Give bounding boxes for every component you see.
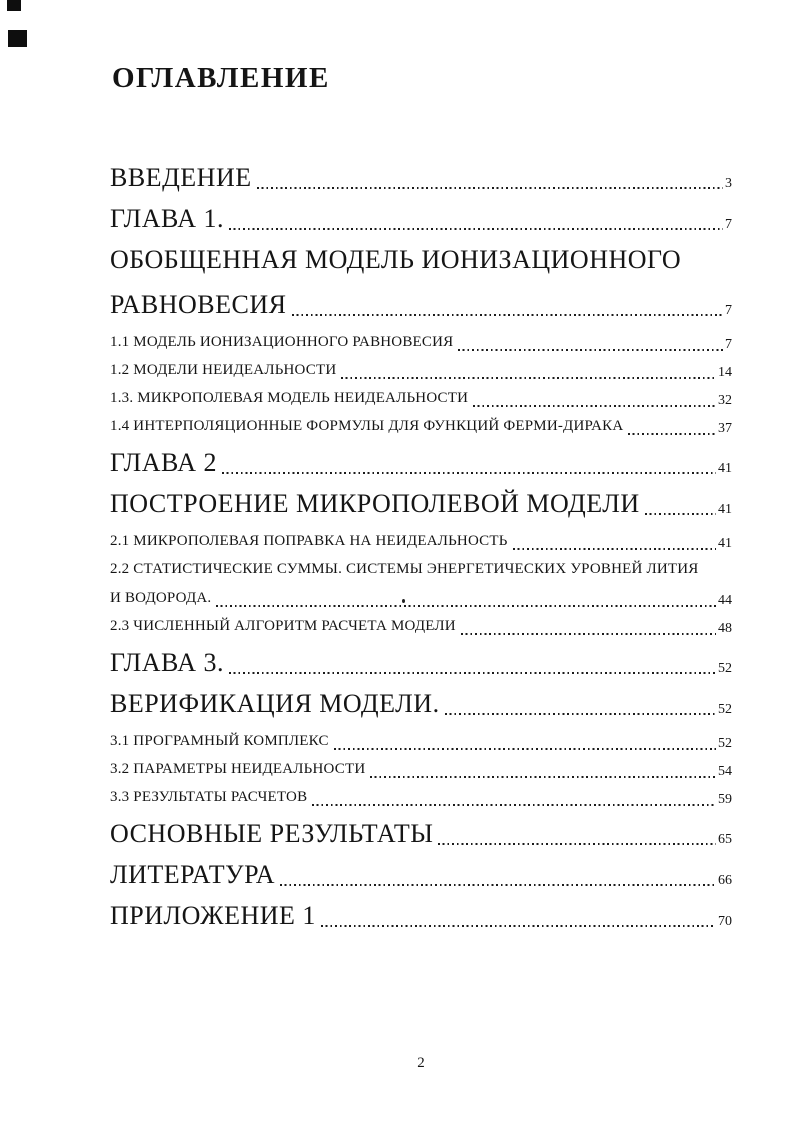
toc-list — [110, 160, 732, 934]
toc-entry-label: ГЛАВА 3. — [110, 648, 224, 677]
toc-entry-page-number: 7 — [725, 303, 732, 318]
toc-entry-label: ГЛАВА 2 — [110, 448, 217, 477]
dotted-leader — [257, 187, 723, 189]
toc-entry — [110, 727, 732, 755]
scan-artifact-mark-top — [7, 0, 21, 11]
toc-entry — [110, 201, 732, 237]
toc-entry-label: 3.3 РЕЗУЛЬТАТЫ РАСЧЕТОВ — [110, 789, 308, 805]
toc-entry-label: ГЛАВА 1. — [110, 204, 224, 233]
toc-entry-leader-line — [110, 584, 732, 612]
toc-entry-page-number: 44 — [718, 593, 732, 608]
toc-entry-page-number: 41 — [718, 461, 732, 476]
toc-entry-label: И ВОДОРОДА. — [110, 590, 212, 606]
toc-entry-leader-line — [110, 686, 732, 722]
toc-entry — [110, 857, 732, 893]
dotted-leader — [513, 548, 716, 550]
dotted-leader — [312, 804, 716, 806]
toc-entry-page-number: 7 — [725, 217, 732, 232]
toc-entry-label: 3.1 ПРОГРАМНЫЙ КОМПЛЕКС — [110, 733, 329, 749]
toc-entry — [110, 445, 732, 481]
toc-entry-label: 1.2 МОДЕЛИ НЕИДЕАЛЬНОСТИ — [110, 362, 337, 378]
toc-entry-label: ОСНОВНЫЕ РЕЗУЛЬТАТЫ — [110, 819, 434, 848]
toc-entry-page-number: 32 — [718, 393, 732, 408]
toc-entry-leader-line — [110, 816, 732, 852]
toc-entry-page-number: 41 — [718, 502, 732, 517]
scan-artifact-mark-lower — [8, 30, 27, 47]
toc-entry-page-number: 52 — [718, 702, 732, 717]
dotted-leader — [628, 433, 716, 435]
toc-entry-leader-line — [110, 898, 732, 934]
dotted-leader — [445, 713, 716, 715]
toc-entry-leader-line — [110, 445, 732, 481]
dotted-leader — [645, 513, 716, 515]
toc-entry-page-number: 52 — [718, 736, 732, 751]
dotted-leader — [458, 349, 723, 351]
toc-entry — [110, 486, 732, 522]
toc-entry — [110, 898, 732, 934]
toc-entry — [110, 412, 732, 440]
toc-entry-leader-line — [110, 527, 732, 555]
toc-entry-label: ВЕРИФИКАЦИЯ МОДЕЛИ. — [110, 689, 440, 718]
toc-entry — [110, 686, 732, 722]
toc-entry-label: 1.3. МИКРОПОЛЕВАЯ МОДЕЛЬ НЕИДЕАЛЬНОСТИ — [110, 390, 469, 406]
dotted-leader — [216, 605, 716, 607]
toc-entry-label: ЛИТЕРАТУРА — [110, 860, 275, 889]
toc-entry-page-number: 37 — [718, 421, 732, 436]
toc-entry-page-number: 66 — [718, 873, 732, 888]
toc-entry-text-line: ОБОБЩЕННАЯ МОДЕЛЬ ИОНИЗАЦИОННОГО — [110, 245, 682, 274]
toc-entry-leader-line — [110, 486, 732, 522]
toc-entry-leader-line — [110, 384, 732, 412]
toc-entry — [110, 816, 732, 852]
dotted-leader — [222, 472, 716, 474]
dotted-leader — [229, 228, 723, 230]
toc-entry — [110, 328, 732, 356]
toc-entry — [110, 755, 732, 783]
toc-entry — [110, 645, 732, 681]
toc-entry-page-number: 48 — [718, 621, 732, 636]
toc-entry-label: ПОСТРОЕНИЕ МИКРОПОЛЕВОЙ МОДЕЛИ — [110, 489, 640, 518]
toc-entry-leader-line — [110, 727, 732, 755]
toc-entry-leader-line — [110, 356, 732, 384]
toc-entry — [110, 242, 732, 323]
dotted-leader — [473, 405, 716, 407]
toc-entry-page-number: 54 — [718, 764, 732, 779]
toc-entry-page-number: 65 — [718, 832, 732, 847]
toc-entry-leader-line — [110, 160, 732, 196]
toc-entry — [110, 527, 732, 555]
toc-entry-leader-line — [110, 612, 732, 640]
toc-entry — [110, 612, 732, 640]
toc-entry-label: ПРИЛОЖЕНИЕ 1 — [110, 901, 316, 930]
toc-content — [110, 60, 732, 939]
toc-entry-leader-line — [110, 201, 732, 237]
toc-entry-label: 1.4 ИНТЕРПОЛЯЦИОННЫЕ ФОРМУЛЫ ДЛЯ ФУНКЦИЙ ФЕРМИ-ДИРАКА — [110, 418, 624, 434]
dotted-leader — [341, 377, 716, 379]
toc-entry-leader-line — [110, 783, 732, 811]
toc-entry — [110, 356, 732, 384]
toc-entry-label: 1.1 МОДЕЛЬ ИОНИЗАЦИОННОГО РАВНОВЕСИЯ — [110, 334, 454, 350]
toc-entry-label: 2.3 ЧИСЛЕННЫЙ АЛГОРИТМ РАСЧЕТА МОДЕЛИ — [110, 618, 456, 634]
dotted-leader — [292, 314, 724, 316]
toc-entry-page-number: 3 — [725, 176, 732, 191]
dotted-leader — [461, 633, 716, 635]
toc-entry-leader-line — [110, 645, 732, 681]
toc-entry-leader-line — [110, 857, 732, 893]
toc-entry — [110, 783, 732, 811]
toc-entry-page-number: 52 — [718, 661, 732, 676]
toc-entry-page-number: 41 — [718, 536, 732, 551]
dotted-leader — [438, 843, 716, 845]
toc-entry-label: РАВНОВЕСИЯ — [110, 290, 287, 319]
dotted-leader — [229, 672, 716, 674]
toc-entry — [110, 555, 732, 612]
page-title: ОГЛАВЛЕНИЕ — [112, 62, 330, 94]
toc-entry — [110, 384, 732, 412]
dotted-leader — [334, 748, 716, 750]
dotted-leader — [321, 925, 716, 927]
toc-entry-page-number: 70 — [718, 914, 732, 929]
toc-entry-page-number: 59 — [718, 792, 732, 807]
toc-entry-leader-line — [110, 287, 732, 323]
toc-entry-label: ВВЕДЕНИЕ — [110, 163, 252, 192]
dotted-leader — [280, 884, 716, 886]
toc-entry-leader-line — [110, 328, 732, 356]
toc-entry — [110, 160, 732, 196]
toc-entry-label: 3.2 ПАРАМЕТРЫ НЕИДЕАЛЬНОСТИ — [110, 761, 366, 777]
dotted-leader — [370, 776, 716, 778]
page-number: 2 — [417, 1055, 425, 1071]
toc-entry-label: 2.1 МИКРОПОЛЕВАЯ ПОПРАВКА НА НЕИДЕАЛЬНОСТЬ — [110, 533, 508, 549]
toc-entry-page-number: 7 — [725, 337, 732, 352]
toc-entry-leader-line — [110, 412, 732, 440]
toc-entry-text-line: 2.2 СТАТИСТИЧЕСКИЕ СУММЫ. СИСТЕМЫ ЭНЕРГЕТИЧЕСКИХ УРОВНЕЙ ЛИТИЯ — [110, 561, 699, 577]
toc-entry-leader-line — [110, 755, 732, 783]
toc-entry-page-number: 14 — [718, 365, 732, 380]
